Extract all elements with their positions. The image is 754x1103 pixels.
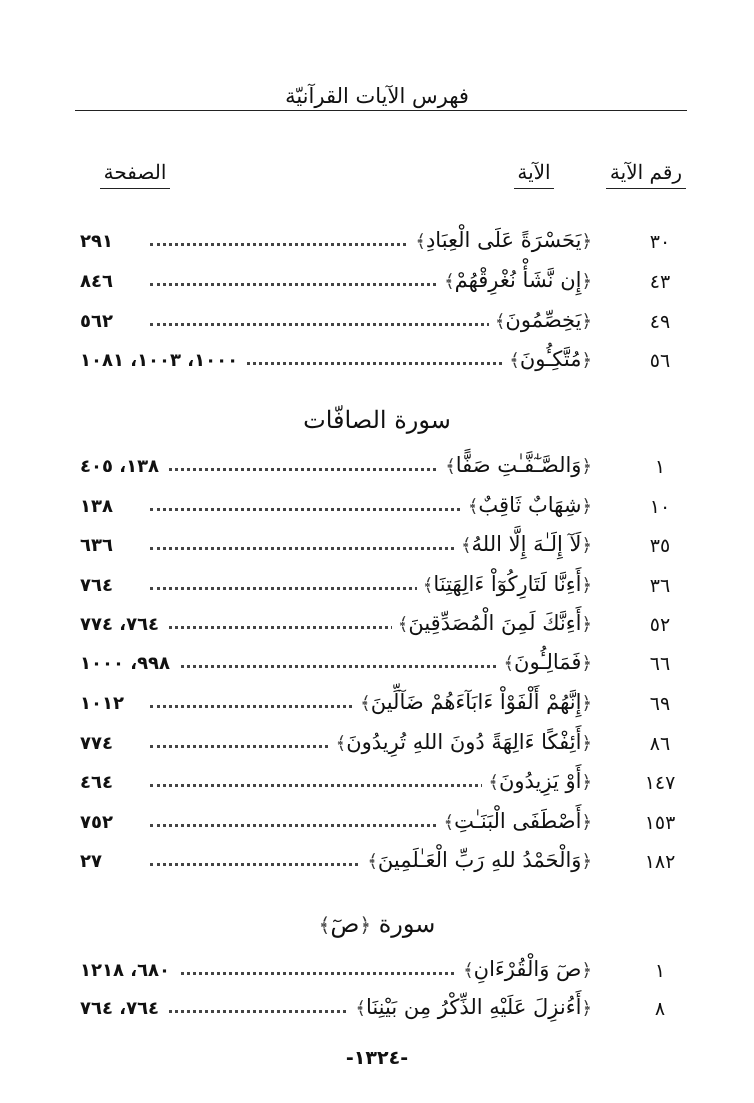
page-refs: ٤٦٤ xyxy=(80,772,121,793)
index-row xyxy=(80,493,680,523)
index-row xyxy=(80,228,680,258)
verse-number: ٨٦ xyxy=(649,733,671,755)
verse-number: ٤٣ xyxy=(649,271,671,293)
index-row xyxy=(80,572,680,602)
column-header-page-label: الصفحة xyxy=(103,160,167,184)
header-rule xyxy=(75,110,687,111)
verse-number: ١٤٧ xyxy=(644,772,676,794)
verse-number: ١ xyxy=(654,960,666,982)
index-row xyxy=(80,809,680,839)
page-refs: ١٣٨، ٤٠٥ xyxy=(80,456,167,477)
index-row xyxy=(80,957,680,987)
verse-number: ١٨٢ xyxy=(644,851,676,873)
index-row xyxy=(80,347,680,377)
verse-number: ١٠ xyxy=(649,496,671,518)
verse-text: ﴿أَوْ يَزِيدُونَ﴾ xyxy=(482,769,592,793)
verse-number: ٣٥ xyxy=(649,535,671,557)
page-refs: ٧٧٤ xyxy=(80,733,121,754)
verse-text: ﴿شِهَابٌ ثَاقِبٌ﴾ xyxy=(462,493,592,517)
index-row xyxy=(80,268,680,298)
index-row xyxy=(80,650,680,680)
column-header-number-underline xyxy=(606,188,686,189)
verse-number: ٣٠ xyxy=(649,231,671,253)
verse-number: ٦٩ xyxy=(649,693,671,715)
verse-text: ﴿وَالْحَمْدُ للهِ رَبِّ الْعَـٰلَمِينَ﴾ xyxy=(361,848,592,872)
page-refs: ٧٦٤، ٧٦٤ xyxy=(80,998,167,1019)
column-header-verse xyxy=(514,160,554,189)
verse-text: ﴿أَءِنَّكَ لَمِنَ الْمُصَدِّقِينَ﴾ xyxy=(392,611,592,635)
index-row xyxy=(80,995,680,1025)
index-row xyxy=(80,730,680,760)
verse-text: ﴿صٓ وَالْقُرْءَانِ﴾ xyxy=(457,957,592,981)
index-row xyxy=(80,611,680,641)
column-header-page-underline xyxy=(100,188,170,189)
verse-text: ﴿أَءُنزِلَ عَلَيْهِ الذِّكْرُ مِن بَيْنِنَا﴾ xyxy=(349,995,592,1019)
verse-number: ١ xyxy=(654,456,666,478)
verse-text: ﴿فَمَالِـُٔونَ﴾ xyxy=(498,650,593,674)
column-header-page xyxy=(100,160,170,189)
verse-text: ﴿أَصْطَفَى الْبَنَـٰتِ﴾ xyxy=(438,809,592,833)
page-refs: ٧٥٢ xyxy=(80,812,121,833)
index-row xyxy=(80,769,680,799)
surah-heading-sad: سورة ﴿صٓ﴾ xyxy=(318,910,436,938)
verse-number: ٣٦ xyxy=(649,575,671,597)
column-header-verse-underline xyxy=(514,188,554,189)
page-refs: ٨٤٦ xyxy=(80,271,121,292)
verse-text: ﴿إِنَّهُمْ أَلْفَوْاْ ءَابَآءَهُمْ ضَآلِّينَ﴾ xyxy=(354,690,592,714)
page-refs: ٧٦٤ xyxy=(80,575,121,596)
page-refs: ٦٣٦ xyxy=(80,535,121,556)
verse-number: ٤٩ xyxy=(649,311,671,333)
page-refs: ٢٧ xyxy=(80,851,110,872)
verse-number: ٦٦ xyxy=(649,653,671,675)
index-row xyxy=(80,308,680,338)
running-title: فهرس الآيات القرآنيّة xyxy=(285,84,469,108)
index-row xyxy=(80,453,680,483)
page-refs: ٢٩١ xyxy=(80,231,121,252)
verse-number: ٥٦ xyxy=(649,350,671,372)
verse-text: ﴿مُتَّكِـُٔونَ﴾ xyxy=(503,347,592,371)
page-refs: ١٠٠٠، ١٠٠٣، ١٠٨١ xyxy=(80,350,246,371)
page-refs: ٦٨٠، ١٢١٨ xyxy=(80,960,178,981)
surah-heading-sad-name: صٓ xyxy=(330,910,360,938)
verse-text: ﴿وَالصَّـٰٓفَّـٰتِ صَفًّا﴾ xyxy=(439,453,592,477)
page-refs: ٧٦٤، ٧٧٤ xyxy=(80,614,167,635)
surah-heading-saffat: سورة الصافّات xyxy=(303,406,451,434)
verse-text: ﴿أَءِنَّا لَتَارِكُوٓاْ ءَالِهَتِنَا﴾ xyxy=(417,572,592,596)
verse-number: ٥٢ xyxy=(649,614,671,636)
verse-text: ﴿إِن نَّشَأْ نُغْرِقْهُمْ﴾ xyxy=(438,268,592,292)
page-refs: ٩٩٨، ١٠٠٠ xyxy=(80,653,178,674)
verse-text: ﴿يَحَسْرَةً عَلَى الْعِبَادِ﴾ xyxy=(409,228,592,252)
verse-text: ﴿أَئِفْكًا ءَالِهَةً دُونَ اللهِ تُرِيدُونَ﴾ xyxy=(330,730,592,754)
surah-heading-sad-prefix: سورة xyxy=(378,910,436,938)
verse-number: ٨ xyxy=(654,998,666,1020)
page-refs: ١٣٨ xyxy=(80,496,121,517)
verse-text: ﴿يَخِصِّمُونَ﴾ xyxy=(489,308,592,332)
index-row xyxy=(80,690,680,720)
index-row xyxy=(80,532,680,562)
verse-number: ١٥٣ xyxy=(644,812,676,834)
page-refs: ١٠١٢ xyxy=(80,693,132,714)
index-row xyxy=(80,848,680,878)
verse-text: ﴿لَآ إِلَـٰهَ إِلَّا اللهُ﴾ xyxy=(455,532,592,556)
column-header-number-label: رقم الآية xyxy=(609,160,683,184)
page-number: -١٣٢٤- xyxy=(345,1047,409,1069)
column-header-verse-label: الآية xyxy=(517,160,551,184)
column-header-number xyxy=(606,160,686,189)
page-refs: ٥٦٢ xyxy=(80,311,121,332)
